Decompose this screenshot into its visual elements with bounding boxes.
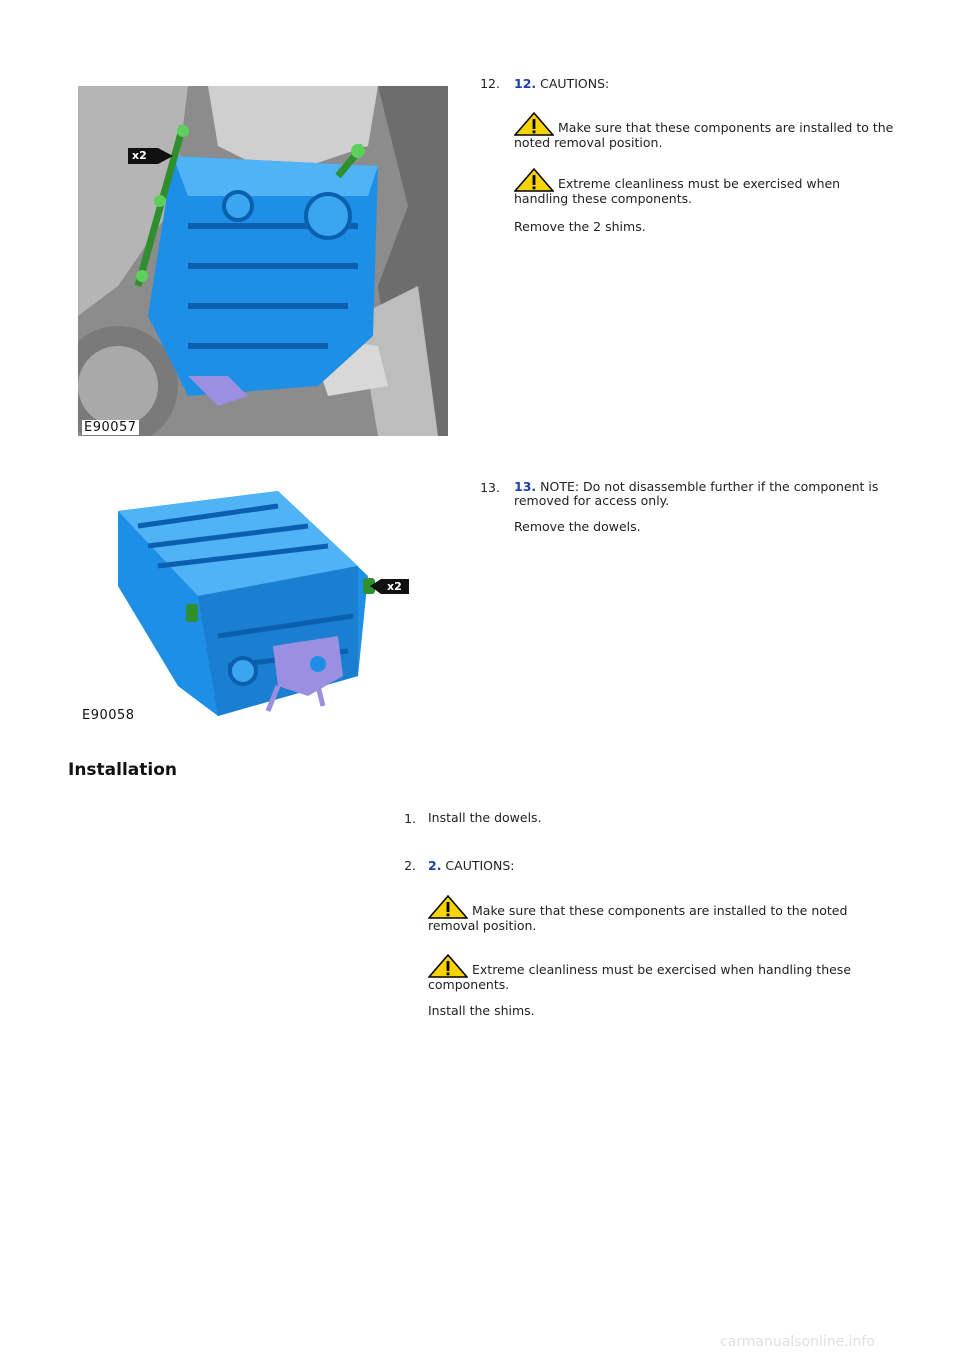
step-13-action: Remove the dowels. — [514, 519, 641, 534]
step-12-title-num: 12. — [514, 76, 537, 91]
step-12-title-text: CAUTIONS: — [536, 76, 610, 91]
install-step-2-title-num: 2. — [428, 858, 442, 873]
install-step-2-caution-2-text: Extreme cleanliness must be exercised when handling these components. — [428, 962, 852, 992]
component-illustration — [78, 486, 418, 726]
step-13-title-text: NOTE: Do not disassemble further if the component is removed for access only. — [514, 479, 879, 508]
step-13-number: 13. — [480, 480, 500, 495]
install-step-1-text: Install the dowels. — [428, 810, 542, 825]
engine-illustration — [78, 86, 448, 436]
warning-triangle-icon — [428, 954, 468, 978]
step-12-action: Remove the 2 shims. — [514, 219, 646, 234]
warning-triangle-icon — [514, 168, 554, 192]
figure-e90058 — [78, 486, 418, 726]
callout-label-13: x2 — [387, 580, 402, 593]
install-step-1-number: 1. — [404, 811, 416, 826]
step-13-title-num: 13. — [514, 479, 537, 494]
step-12-caution-2 — [514, 168, 894, 206]
install-step-2-caution-1 — [428, 895, 888, 933]
install-step-2-caution-1-text: Make sure that these components are installed to the noted removal position. — [428, 903, 848, 933]
install-step-2-number: 2. — [404, 858, 416, 873]
installation-heading: Installation — [68, 760, 178, 780]
install-step-2-title-text: CAUTIONS: — [441, 858, 515, 873]
warning-triangle-icon — [514, 112, 554, 136]
figure-code-e90058: E90058 — [82, 708, 135, 723]
callout-label-12: x2 — [132, 149, 147, 162]
step-12-caution-2-text: Extreme cleanliness must be exercised when handling these components. — [514, 176, 841, 206]
step-12-title — [514, 76, 609, 91]
warning-triangle-icon — [428, 895, 468, 919]
figure-e90057 — [78, 86, 448, 436]
install-step-2-caution-2 — [428, 954, 888, 992]
footer-watermark: carmanualsonline.info — [720, 1334, 875, 1350]
step-13-title — [514, 480, 894, 508]
figure-code-e90057: E90057 — [84, 420, 137, 435]
install-step-2-action: Install the shims. — [428, 1003, 535, 1018]
step-12-caution-1 — [514, 112, 894, 150]
step-12-number: 12. — [480, 76, 500, 91]
install-step-2-title — [428, 858, 515, 873]
step-12-caution-1-text: Make sure that these components are installed to the noted removal position. — [514, 120, 894, 150]
